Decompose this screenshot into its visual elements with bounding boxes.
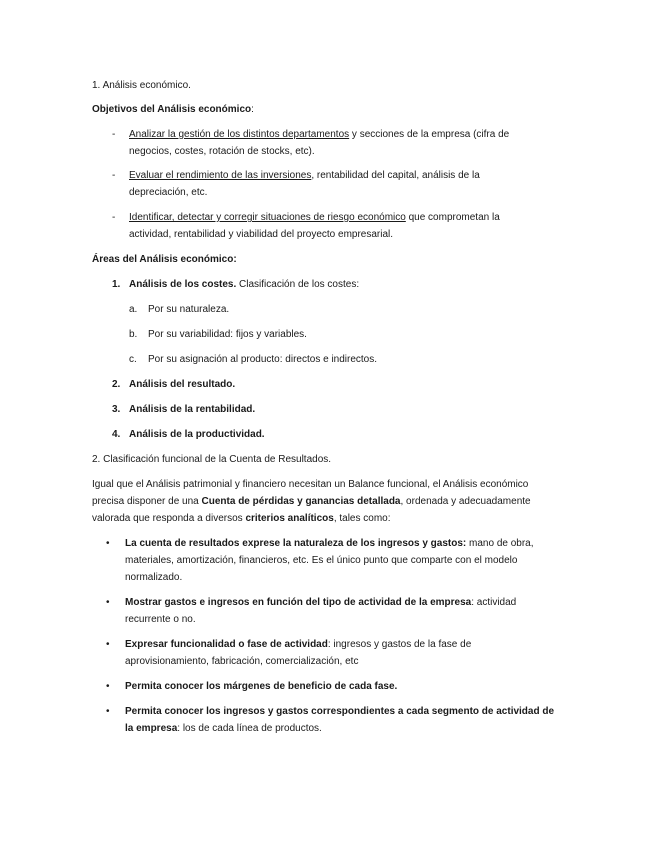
objetivo-3-rest: que comprometan la: [405, 212, 500, 223]
area-number: 4.: [112, 429, 121, 440]
area-number: 2.: [112, 379, 121, 390]
dash-marker: -: [112, 212, 116, 223]
intro-line-3-bold: criterios analíticos: [245, 513, 334, 524]
intro-line-2-a: precisa disponer de una: [92, 496, 202, 507]
area-1-rest: Clasificación de los costes:: [236, 279, 360, 290]
area-number: 3.: [112, 404, 121, 415]
costes-sub-a: Por su naturaleza.: [148, 304, 230, 315]
criterio-1-line2: materiales, amortización, financieros, etc. Es el único punto que comparte con el modelo: [125, 555, 518, 566]
criterio-3-line1: [125, 636, 471, 653]
criterio-2-line2: recurrente o no.: [125, 614, 196, 625]
objetivo-2-line1: [129, 167, 480, 184]
intro-line-2: [92, 493, 531, 510]
objetivo-2-line2: depreciación, etc.: [129, 187, 208, 198]
objetivos-title: [92, 101, 254, 118]
objetivo-1-line1: [129, 126, 509, 143]
criterio-3-bold: Expresar funcionalidad o fase de actividad: [125, 639, 328, 650]
criterio-3-rest: : ingresos y gastos de la fase de: [327, 639, 472, 650]
criterio-5-rest: : los de cada línea de productos.: [177, 723, 322, 734]
intro-line-2-bold: Cuenta de pérdidas y ganancias detallada: [201, 496, 401, 507]
intro-line-1: Igual que el Análisis patrimonial y financiero necesitan un Balance funcional, el Análisis económico: [92, 479, 529, 490]
bullet-icon: •: [106, 639, 110, 650]
objetivo-1-line2: negocios, costes, rotación de stocks, etc).: [129, 146, 315, 157]
bullet-icon: •: [106, 681, 110, 692]
bullet-icon: •: [106, 597, 110, 608]
criterio-1-rest: mano de obra,: [466, 538, 534, 549]
area-number: 1.: [112, 279, 121, 290]
criterio-5-bold: la empresa: [125, 723, 178, 734]
intro-line-2-c: , ordenada y adecuadamente: [400, 496, 531, 507]
objetivo-1-underlined: Analizar la gestión de los distintos departamentos: [129, 129, 350, 140]
objetivo-3-line1: [129, 209, 500, 226]
objetivos-title-text: Objetivos del Análisis económico: [92, 104, 252, 115]
intro-line-3-a: valorada que responda a diversos: [92, 513, 246, 524]
criterio-2-rest: : actividad: [471, 597, 517, 608]
area-1-bold: Análisis de los costes.: [129, 279, 237, 290]
section-1-heading: 1. Análisis económico.: [92, 80, 191, 91]
section-2-heading: 2. Clasificación funcional de la Cuenta de Resultados.: [92, 454, 332, 465]
criterio-3-line2: aprovisionamiento, fabricación, comercialización, etc: [125, 656, 359, 667]
criterio-5-line2: [125, 720, 322, 737]
objetivo-3-underlined: Identificar, detectar y corregir situaciones de riesgo económico: [129, 212, 406, 223]
objetivo-2-rest: , rentabilidad del capital, análisis de la: [311, 170, 480, 181]
area-4: Análisis de la productividad.: [129, 429, 265, 440]
intro-line-3: [92, 510, 391, 527]
area-2: Análisis del resultado.: [129, 379, 236, 390]
criterio-2-bold: Mostrar gastos e ingresos en función del tipo de actividad de la empresa: [125, 597, 472, 608]
criterio-2-line1: [125, 594, 516, 611]
objetivo-3-line2: actividad, rentabilidad y viabilidad del proyecto empresarial.: [129, 229, 394, 240]
areas-title: Áreas del Análisis económico:: [92, 254, 237, 265]
dash-marker: -: [112, 129, 116, 140]
objetivo-1-rest: y secciones de la empresa (cifra de: [349, 129, 510, 140]
bullet-icon: •: [106, 538, 110, 549]
objetivos-colon: :: [251, 104, 254, 115]
sub-letter: c.: [129, 354, 137, 365]
criterio-1-bold: La cuenta de resultados expres​e la naturaleza de los ingresos y gastos:: [125, 538, 467, 549]
costes-sub-c: Por su asignación al producto: directos e indirectos.: [148, 354, 378, 365]
costes-sub-b: Por su variabilidad: fijos y variables.: [148, 329, 307, 340]
intro-line-3-c: , tales como:: [333, 513, 391, 524]
area-1: [129, 276, 359, 293]
sub-letter: b.: [129, 329, 138, 340]
criterio-1-line1: [125, 535, 534, 552]
criterio-1-line3: normalizado.: [125, 572, 183, 583]
objetivo-2-underlined: Evaluar el rendimiento de las inversiones: [129, 170, 312, 181]
bullet-icon: •: [106, 706, 110, 717]
criterio-5-line1: Permita conocer los ingresos y gastos correspondientes a cada segmento de actividad de: [125, 706, 555, 717]
area-3: Análisis de la rentabilidad.: [129, 404, 256, 415]
sub-letter: a.: [129, 304, 138, 315]
criterio-4-line1: Permita conocer los márgenes de beneficio de cada fase.: [125, 681, 398, 692]
dash-marker: -: [112, 170, 116, 181]
